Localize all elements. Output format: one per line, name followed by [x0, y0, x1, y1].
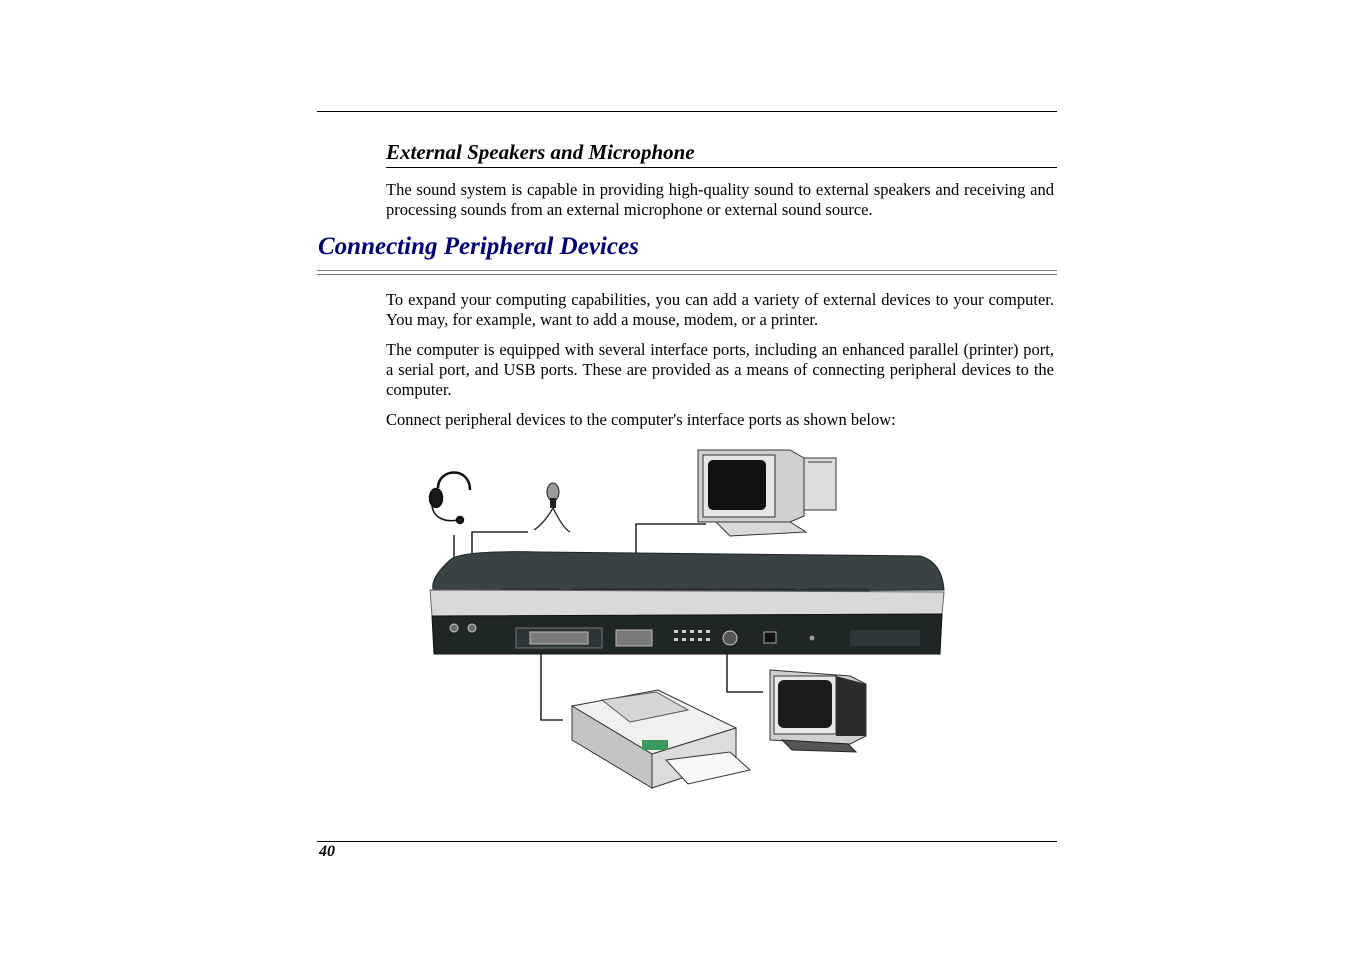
subsection-body: The sound system is capable in providing high-quality sound to external speakers and receiving and processing sounds from an external microphone or external sound source. — [386, 180, 1054, 219]
footer-rule — [317, 841, 1057, 842]
monitor-icon — [698, 450, 836, 536]
printer-icon — [572, 690, 750, 788]
page-number: 40 — [319, 843, 335, 860]
section-rule — [317, 270, 1057, 275]
paragraph-connect: Connect peripheral devices to the computer's interface ports as shown below: — [386, 410, 896, 429]
top-rule — [317, 111, 1057, 112]
subsection-rule — [386, 167, 1057, 168]
television-icon — [770, 670, 866, 752]
paragraph-intro: To expand your computing capabilities, you can add a variety of external devices to your computer. You may, for example, want to add a mouse, modem, or a printer. — [386, 290, 1054, 329]
headset-icon — [430, 473, 470, 524]
paragraph-ports: The computer is equipped with several interface ports, including an enhanced parallel (printer) port, a serial port, and USB ports. These are provided as a means of connecting peripheral devices to the computer. — [386, 340, 1054, 399]
notebook-icon — [430, 552, 944, 654]
subsection-title: External Speakers and Microphone — [386, 140, 695, 164]
microphone-icon — [534, 483, 570, 532]
peripheral-connection-figure — [420, 440, 950, 800]
section-title: Connecting Peripheral Devices — [318, 233, 639, 260]
